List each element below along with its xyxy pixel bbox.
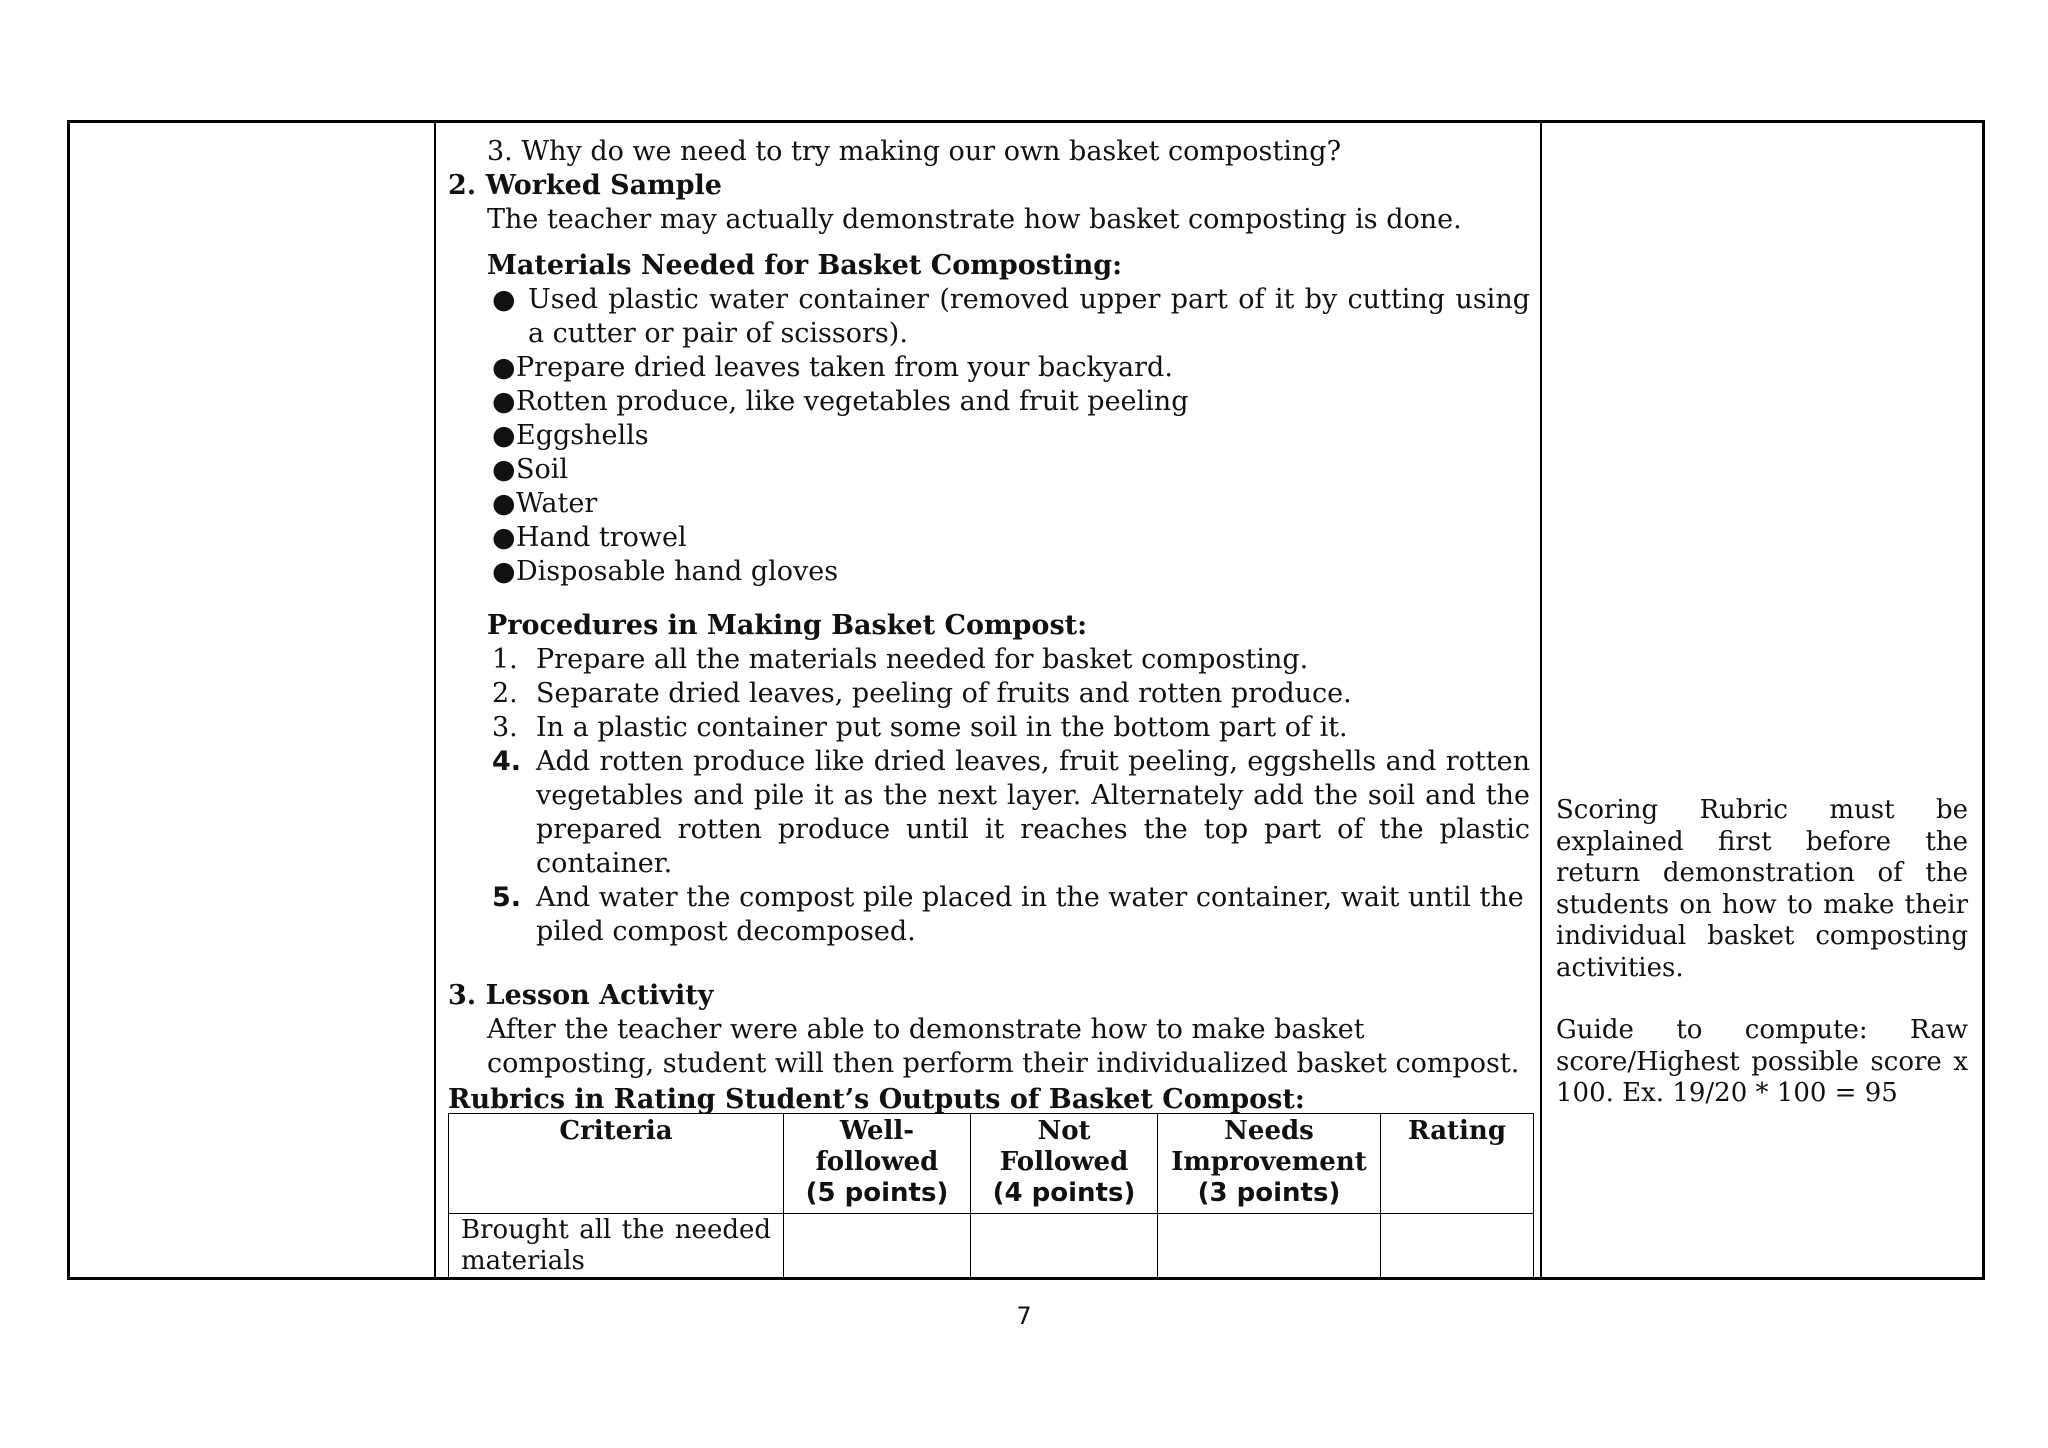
bullet-icon: ● [492, 352, 516, 383]
page-number: 7 [1016, 1302, 1032, 1330]
list-item: ● Used plastic water container (removed upper part of it by cutting using a cutter or pair of scissors). [492, 284, 1530, 349]
bullet-icon: ● [492, 420, 516, 451]
question-3: 3. Why do we need to try making our own basket composting? [487, 136, 1342, 167]
right-column [1542, 123, 1982, 1277]
score-cell [784, 1214, 971, 1279]
list-item: ● Prepare dried leaves taken from your backyard. [492, 352, 1173, 383]
list-item: ● Disposable hand gloves [492, 556, 839, 587]
lesson-activity-text: After the teacher were able to demonstrate how to make basket composting, student will then perform their individualized basket compost. [487, 1014, 1520, 1079]
list-item: 5. And water the compost pile placed in the water container, wait until the piled compost decomposed. [492, 882, 1524, 947]
worked-sample-heading: 2. Worked Sample [448, 170, 722, 201]
worked-sample-intro: The teacher may actually demonstrate how basket composting is done. [487, 204, 1462, 235]
bullet-icon: ● [492, 488, 516, 519]
bullet-icon: ● [492, 386, 516, 417]
column-header-rating: Rating [1381, 1114, 1534, 1214]
list-item: 4. Add rotten produce like dried leaves, fruit peeling, eggshells and rotten vegetables and pile it as the next layer. Alternately add the soil and the prepared rotten produce until it reaches the top part of the plastic container. [492, 746, 1530, 879]
column-header-not-followed: Not Followed (4 points) [971, 1114, 1158, 1214]
criteria-cell: Brought all the needed materials [449, 1214, 784, 1279]
lesson-activity-heading: 3. Lesson Activity [448, 980, 714, 1011]
table-row [449, 1214, 1534, 1279]
procedures-heading: Procedures in Making Basket Compost: [487, 610, 1088, 641]
bullet-icon: ● [492, 454, 516, 485]
list-item: 1. Prepare all the materials needed for basket composting. [492, 644, 1309, 675]
lesson-table [67, 120, 1985, 1280]
column-header-well-followed: Well- followed (5 points) [784, 1114, 971, 1214]
teacher-notes [1556, 795, 1968, 1110]
materials-heading: Materials Needed for Basket Composting: [487, 250, 1123, 281]
bullet-icon: ● [492, 522, 516, 553]
list-item: ● Hand trowel [492, 522, 687, 553]
guide-note: Guide to compute: Raw score/Highest possible score x 100. Ex. 19/20 * 100 = 95 [1556, 1015, 1968, 1108]
main-column [436, 123, 1542, 1277]
table-header-row [449, 1114, 1534, 1214]
rubric-table [448, 1113, 1534, 1279]
list-item: ● Soil [492, 454, 569, 485]
list-item: 3. In a plastic container put some soil in the bottom part of it. [492, 712, 1348, 743]
left-column [70, 123, 436, 1277]
rating-cell [1381, 1214, 1534, 1279]
bullet-icon: ● [492, 284, 516, 315]
score-cell [1158, 1214, 1381, 1279]
list-item: ● Water [492, 488, 598, 519]
rubric-heading: Rubrics in Rating Student’s Outputs of Basket Compost: [448, 1084, 1305, 1115]
bullet-icon: ● [492, 556, 516, 587]
list-item: ● Eggshells [492, 420, 649, 451]
column-header-needs-improvement: Needs Improvement (3 points) [1158, 1114, 1381, 1214]
scoring-note: Scoring Rubric must be explained first before the return demonstration of the students on how to make their individual basket composting activities. [1556, 795, 1968, 983]
list-item: ● Rotten produce, like vegetables and fruit peeling [492, 386, 1189, 417]
list-item: 2. Separate dried leaves, peeling of fruits and rotten produce. [492, 678, 1352, 709]
materials-list [448, 283, 1530, 589]
procedures-list [448, 643, 1530, 949]
score-cell [971, 1214, 1158, 1279]
column-header-criteria: Criteria [449, 1114, 784, 1214]
